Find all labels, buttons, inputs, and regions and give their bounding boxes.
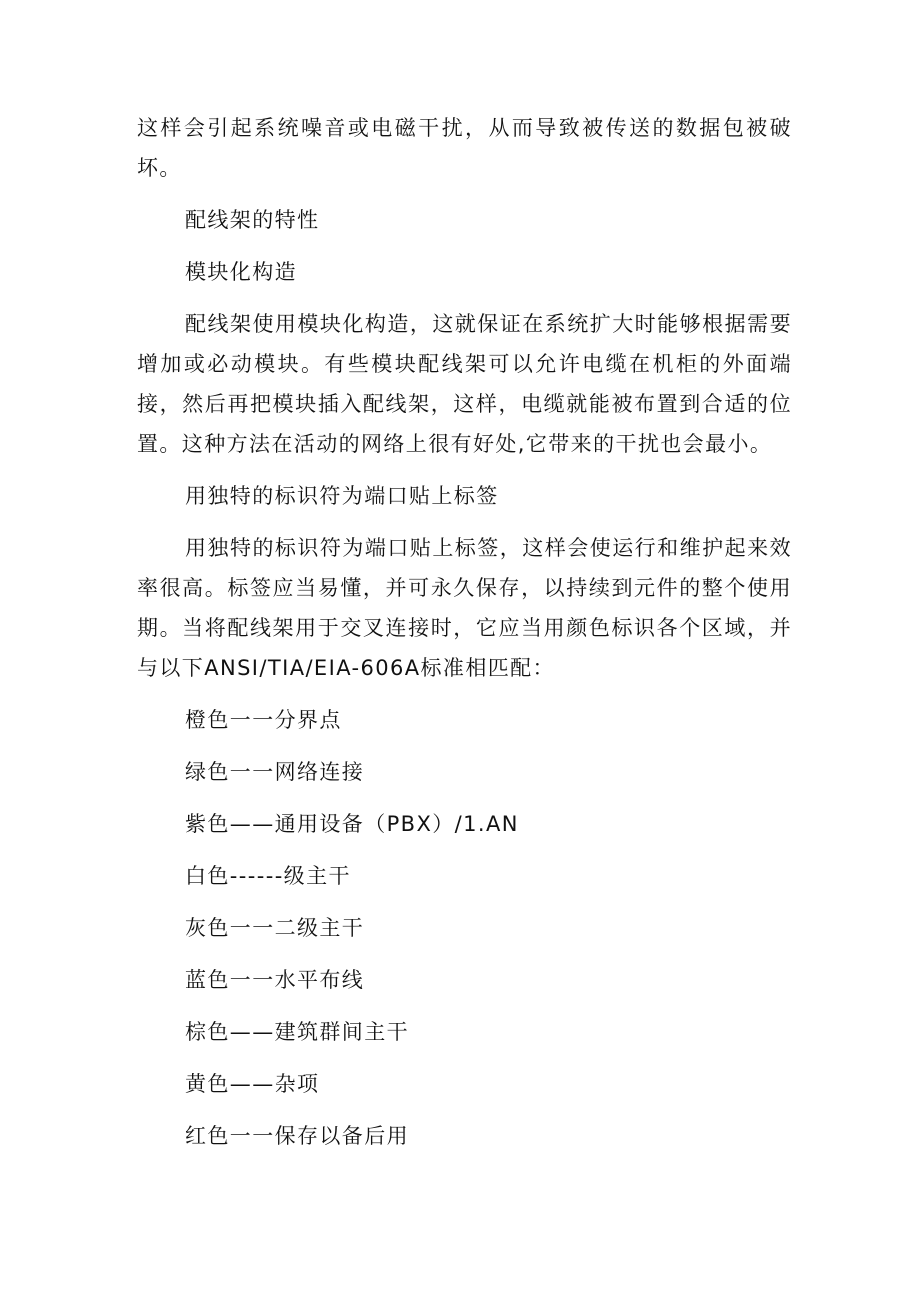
- heading-port-labels: 用独特的标识符为端口贴上标签: [185, 484, 499, 508]
- paragraph-interference: 这样会引起系统噪音或电磁干扰，从而导致被传送的数据包被破坏。: [137, 116, 792, 180]
- color-code-item-yellow: 黄色——杂项: [185, 1072, 320, 1096]
- color-code-item-brown: 棕色——建筑群间主干: [185, 1020, 409, 1044]
- heading-patch-panel-features: 配线架的特性: [185, 208, 320, 232]
- paragraph-modular-construction: 配线架使用模块化构造，这就保证在系统扩大时能够根据需要增加或必动模块。有些模块配线架可以允许电缆在机柜的外面端接，然后再把模块插入配线架，这样，电缆就能被布置到合适的位置。这种方法在活动的网络上很有好处,它带来的干扰也会最小。: [137, 312, 792, 456]
- color-code-list: [137, 700, 792, 1156]
- heading-modular-construction: 模块化构造: [185, 260, 297, 284]
- paragraph-port-labels: 用独特的标识符为端口贴上标签，这样会使运行和维护起来效率很高。标签应当易懂，并可永久保存，以持续到元件的整个使用期。当将配线架用于交叉连接时，它应当用颜色标识各个区域，并与以下ANSI/TIA/EIA-606A标准相匹配：: [137, 536, 792, 680]
- color-code-item-green: 绿色一一网络连接: [185, 760, 365, 784]
- color-code-item-red: 红色一一保存以备后用: [185, 1124, 409, 1148]
- document-body: [137, 108, 792, 1156]
- color-code-item-purple: 紫色——通用设备（PBX）/1.AN: [185, 812, 519, 836]
- color-code-item-orange: 橙色一一分界点: [185, 708, 342, 732]
- color-code-item-gray: 灰色一一二级主干: [185, 916, 365, 940]
- color-code-item-white: 白色------级主干: [185, 864, 351, 888]
- color-code-item-blue: 蓝色一一水平布线: [185, 968, 365, 992]
